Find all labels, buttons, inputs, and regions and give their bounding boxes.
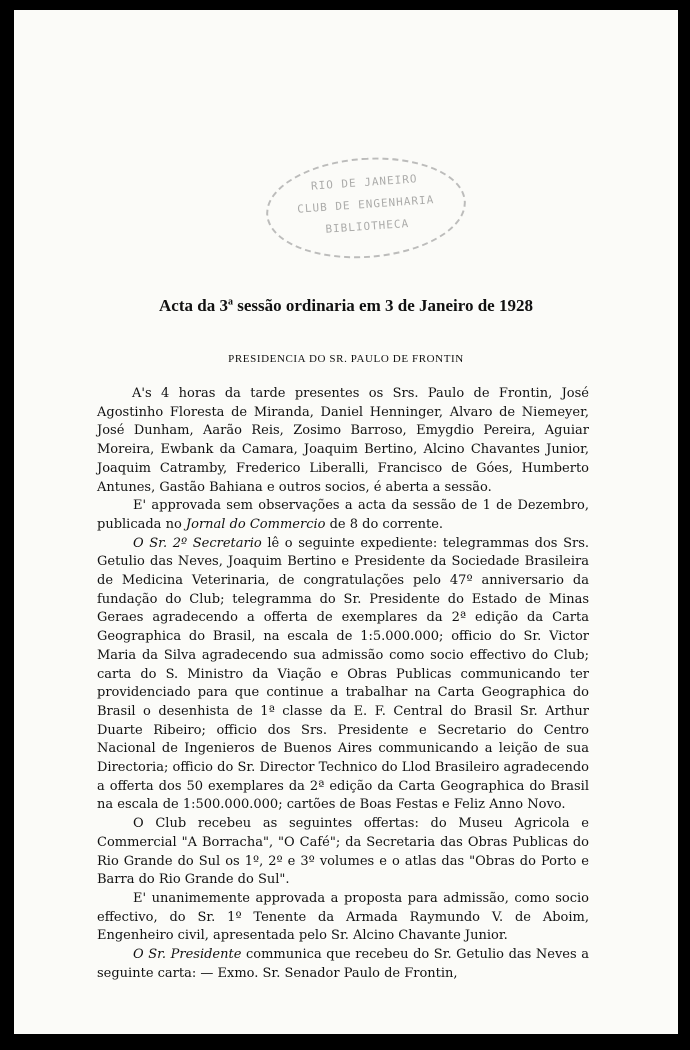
president-label: O Sr. Presidente xyxy=(133,947,242,963)
minutes-body xyxy=(97,385,589,984)
paragraph-correspondence-text: lê o seguinte expediente: telegrammas dos Srs. Getulio das Neves, Joaquim Bertino e Presidente da Sociedade Brasileira de Medicina Veterinaria, de congratulações pelo 47º anniversario da fundação do Club; telegramma do Sr. Presidente do Estado de Minas Geraes agradecendo a offerta de exemplares da 2ª edição da Carta Geographica do Brasil, na escala de 1:5.000.000; officio do Sr. Victor Maria da Silva agradecendo sua admissão como socio effectivo do Club; carta do S. Ministro da Viação e Obras Publicas communicando ter providenciado para que continue a trabalhar na Carta Geographica do Brasil o desenhista de 1ª classe da E. F. Central do Brasil Sr. Arthur Duarte Ribeiro; officio dos Srs. Presidente e Secretario do Centro Nacional de Ingenieros de Buenos Aires communicando a leição de sua Directoria; officio do Sr. Director Technico do Llod Brasileiro agradecendo a offerta dos 50 exemplares da 2ª edição da Carta Geographica do Brasil na escala de 1:500.000.000; cartões de Boas Festas e Feliz Anno Novo. xyxy=(97,535,589,813)
title-text-post: sessão ordinaria em 3 de Janeiro de 1928 xyxy=(232,296,533,315)
paragraph-attendance: A's 4 horas da tarde presentes os Srs. Paulo de Frontin, José Agostinho Floresta de Miranda, Daniel Henninger, Alvaro de Niemeyer, José Dunham, Aarão Reis, Zosimo Barroso, Emygdio Pereira, Aguiar Moreira, Ewbank da Camara, Joaquim Bertino, Alcino Chavantes Junior, Joaquim Catramby, Frederico Liberalli, Francisco de Góes, Humberto Antunes, Gastão Bahiana e outros socios, é aberta a sessão. xyxy=(97,386,589,495)
presidency-subtitle: PRESIDENCIA DO SR. PAULO DE FRONTIN xyxy=(228,353,464,365)
newspaper-name: Jornal do Commercio xyxy=(185,516,326,532)
paragraph-letter xyxy=(97,946,589,983)
document-title xyxy=(14,296,678,316)
title-text-pre: Acta da 3 xyxy=(159,296,228,315)
paragraph-letter-text: communica que recebeu do Sr. Getulio das Neves a seguinte carta: — Exmo. Sr. Senador Paulo de Frontin, xyxy=(97,947,589,981)
secretary-label: O Sr. 2º Secretario xyxy=(133,535,262,551)
paragraph-approval xyxy=(97,497,589,534)
paragraph-approval-end: de 8 do corrente. xyxy=(325,516,444,532)
title-superscript: a xyxy=(227,296,233,308)
document-page xyxy=(14,10,678,1034)
paragraph-offerings: O Club recebeu as seguintes offertas: do Museu Agricola e Commercial "A Borracha", "O Café"; da Secretaria das Obras Publicas do Rio Grande do Sul os 1º, 2º e 3º volumes e o atlas das "Obras do Porto e Barra do Rio Grande do Sul". xyxy=(97,816,589,888)
paragraph-approval-text: E' approvada sem observações a acta da sessão de 1 de Dezembro, publicada no xyxy=(97,498,589,532)
stamp-line-2: CLUB DE ENGENHARIA xyxy=(296,193,435,216)
paragraph-admission: E' unanimemente approvada a proposta para admissão, como socio effectivo, do Sr. 1º Tenente da Armada Raymundo V. de Aboim, Engenheiro civil, apresentada pelo Sr. Alcino Chavante Junior. xyxy=(97,890,589,944)
stamp-line-1: RIO DE JANEIRO xyxy=(310,172,418,193)
paragraph-correspondence xyxy=(97,535,589,816)
stamp-line-3: BIBLIOTHECA xyxy=(324,216,410,236)
library-stamp xyxy=(263,151,467,265)
